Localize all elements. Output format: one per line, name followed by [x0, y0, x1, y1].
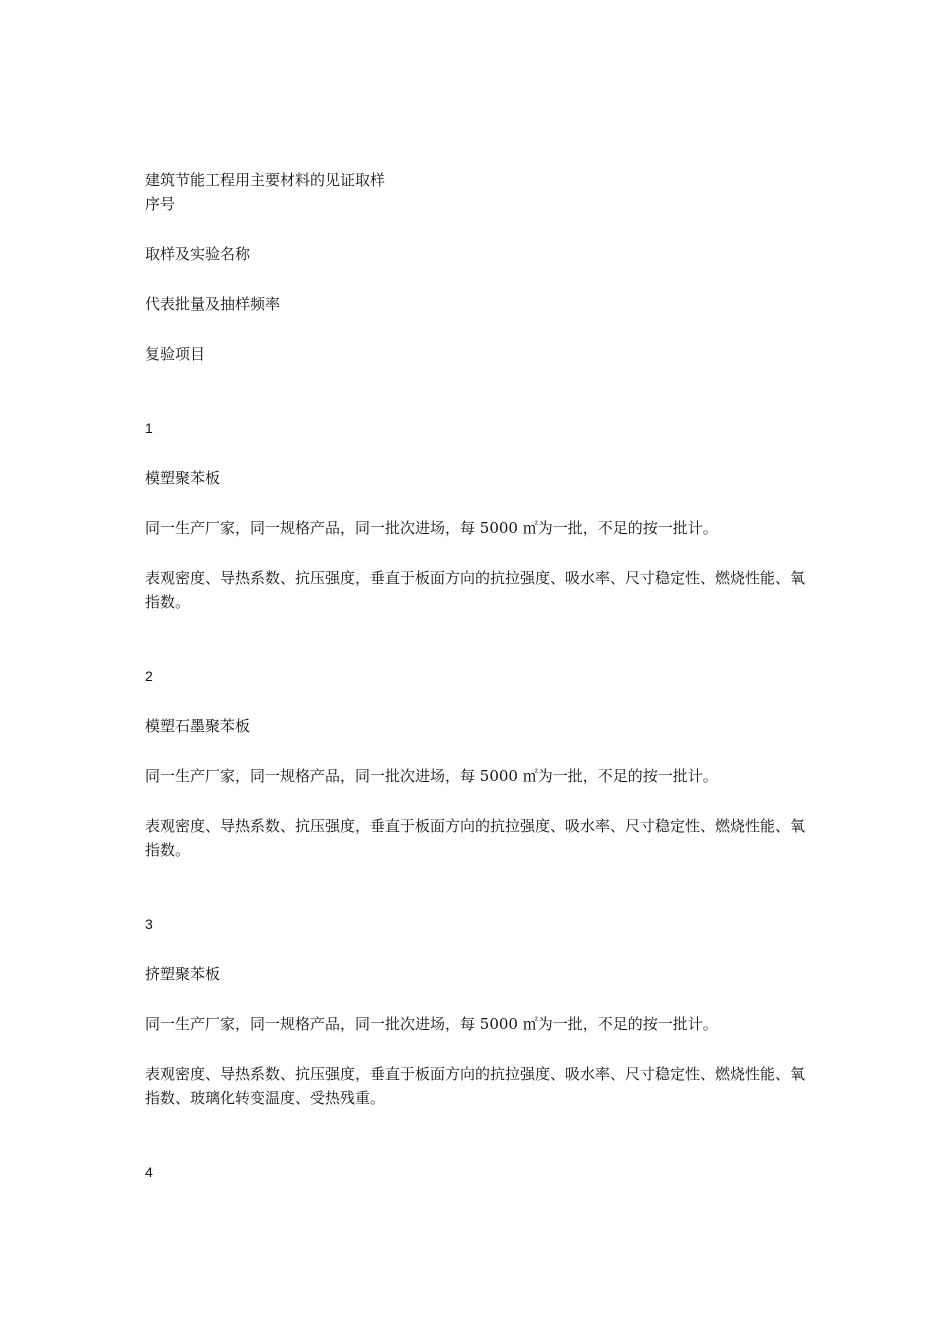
- document-title: 建筑节能工程用主要材料的见证取样: [145, 171, 386, 189]
- row-3-batch: 同一生产厂家，同一规格产品，同一批次进场，每 5000 ㎡为一批，不足的按一批计。: [145, 1015, 718, 1033]
- document-body: [145, 168, 815, 1184]
- row-2-name: 模塑石墨聚苯板: [145, 717, 251, 735]
- row-3-name: 挤塑聚苯板: [145, 965, 221, 983]
- row-1-batch: 同一生产厂家，同一规格产品，同一批次进场，每 5000 ㎡为一批，不足的按一批计。: [145, 519, 718, 537]
- header-retest-items: 复验项目: [145, 345, 206, 363]
- row-3-items: 表观密度、导热系数、抗压强度，垂直于板面方向的抗拉强度、吸水率、尺寸稳定性、燃烧性能、氧指数、玻璃化转变温度、受热残重。: [145, 1065, 806, 1107]
- row-3-number: 3: [145, 916, 153, 932]
- row-2-items: 表观密度、导热系数、抗压强度，垂直于板面方向的抗拉强度、吸水率、尺寸稳定性、燃烧性能、氧指数。: [145, 817, 806, 859]
- row-4-number: 4: [145, 1164, 153, 1180]
- row-1-items: 表观密度、导热系数、抗压强度，垂直于板面方向的抗拉强度、吸水率、尺寸稳定性、燃烧性能、氧指数。: [145, 569, 806, 611]
- row-2-batch: 同一生产厂家，同一规格产品，同一批次进场，每 5000 ㎡为一批，不足的按一批计。: [145, 767, 718, 785]
- row-1-number: 1: [145, 420, 153, 436]
- row-1-name: 模塑聚苯板: [145, 469, 221, 487]
- row-2-number: 2: [145, 668, 153, 684]
- header-sample-name: 取样及实验名称: [145, 245, 251, 263]
- header-batch-frequency: 代表批量及抽样频率: [145, 295, 281, 313]
- header-serial: 序号: [145, 195, 176, 213]
